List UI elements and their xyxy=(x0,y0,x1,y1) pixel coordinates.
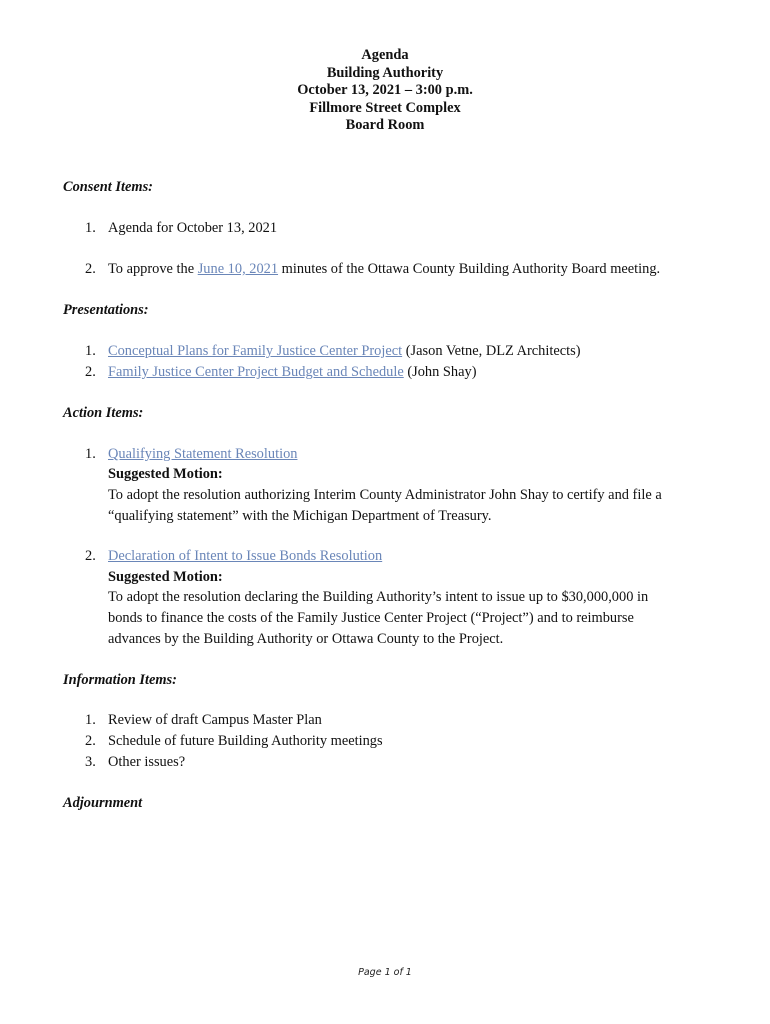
motion-text-line: bonds to finance the costs of the Family Justice Center Project (“Project”) and to reimburse xyxy=(108,610,634,626)
action-item-2 xyxy=(85,546,382,567)
item-text: Other issues? xyxy=(108,754,186,770)
conceptual-plans-link[interactable]: Conceptual Plans for Family Justice Center Project xyxy=(108,343,403,359)
agenda-title: Agenda xyxy=(361,47,409,63)
information-item-3 xyxy=(85,752,185,773)
item-number: 2. xyxy=(85,364,96,380)
information-item-2 xyxy=(85,731,383,752)
motion-text-line: “qualifying statement” with the Michigan Department of Treasury. xyxy=(108,508,492,524)
qualifying-statement-link[interactable]: Qualifying Statement Resolution xyxy=(108,446,298,462)
agenda-title-block xyxy=(0,47,770,135)
item-number: 1. xyxy=(85,343,96,359)
minutes-link[interactable]: June 10, 2021 xyxy=(197,261,279,277)
motion-text-line: To adopt the resolution declaring the Building Authority’s intent to issue up to $30,000,000 in xyxy=(108,589,649,605)
motion-text-line: advances by the Building Authority or Ottawa County to the Project. xyxy=(108,631,504,647)
item-text: Schedule of future Building Authority meetings xyxy=(108,733,383,749)
item-number: 2. xyxy=(85,261,96,277)
adjournment-heading: Adjournment xyxy=(63,795,143,811)
motion-text-line: To adopt the resolution authorizing Interim County Administrator John Shay to certify and file a xyxy=(108,487,662,503)
item-text: Agenda for October 13, 2021 xyxy=(108,220,278,236)
presentation-item-2 xyxy=(85,362,477,383)
action-items-heading: Action Items: xyxy=(63,405,144,421)
item-text-prefix: To approve the xyxy=(108,261,198,277)
item-presenter: (John Shay) xyxy=(403,364,477,380)
presentations-heading: Presentations: xyxy=(63,302,149,318)
declaration-of-intent-link[interactable]: Declaration of Intent to Issue Bonds Resolution xyxy=(108,548,383,564)
meeting-location: Fillmore Street Complex xyxy=(309,99,461,116)
suggested-motion-label: Suggested Motion: xyxy=(108,466,223,482)
page-number: Page 1 of 1 xyxy=(358,967,412,978)
consent-item-1 xyxy=(85,218,277,239)
item-text-suffix: minutes of the Ottawa County Building Authority Board meeting. xyxy=(278,261,661,277)
item-number: 1. xyxy=(85,446,96,462)
item-number: 3. xyxy=(85,754,96,770)
budget-schedule-link[interactable]: Family Justice Center Project Budget and Schedule xyxy=(108,364,404,380)
information-items-heading: Information Items: xyxy=(63,672,177,688)
consent-items-heading: Consent Items: xyxy=(63,179,153,195)
item-number: 2. xyxy=(85,548,96,564)
consent-item-2 xyxy=(85,259,660,280)
item-number: 1. xyxy=(85,712,96,728)
suggested-motion-label: Suggested Motion: xyxy=(108,569,223,585)
item-number: 2. xyxy=(85,733,96,749)
action-item-1 xyxy=(85,444,297,465)
meeting-room: Board Room xyxy=(345,117,425,134)
presentation-item-1 xyxy=(85,341,581,362)
item-text: Review of draft Campus Master Plan xyxy=(108,712,322,728)
item-number: 1. xyxy=(85,220,96,236)
item-presenter: (Jason Vetne, DLZ Architects) xyxy=(402,343,581,359)
information-item-1 xyxy=(85,710,322,731)
organization-name: Building Authority xyxy=(326,64,444,81)
meeting-date-time: October 13, 2021 – 3:00 p.m. xyxy=(297,82,473,99)
